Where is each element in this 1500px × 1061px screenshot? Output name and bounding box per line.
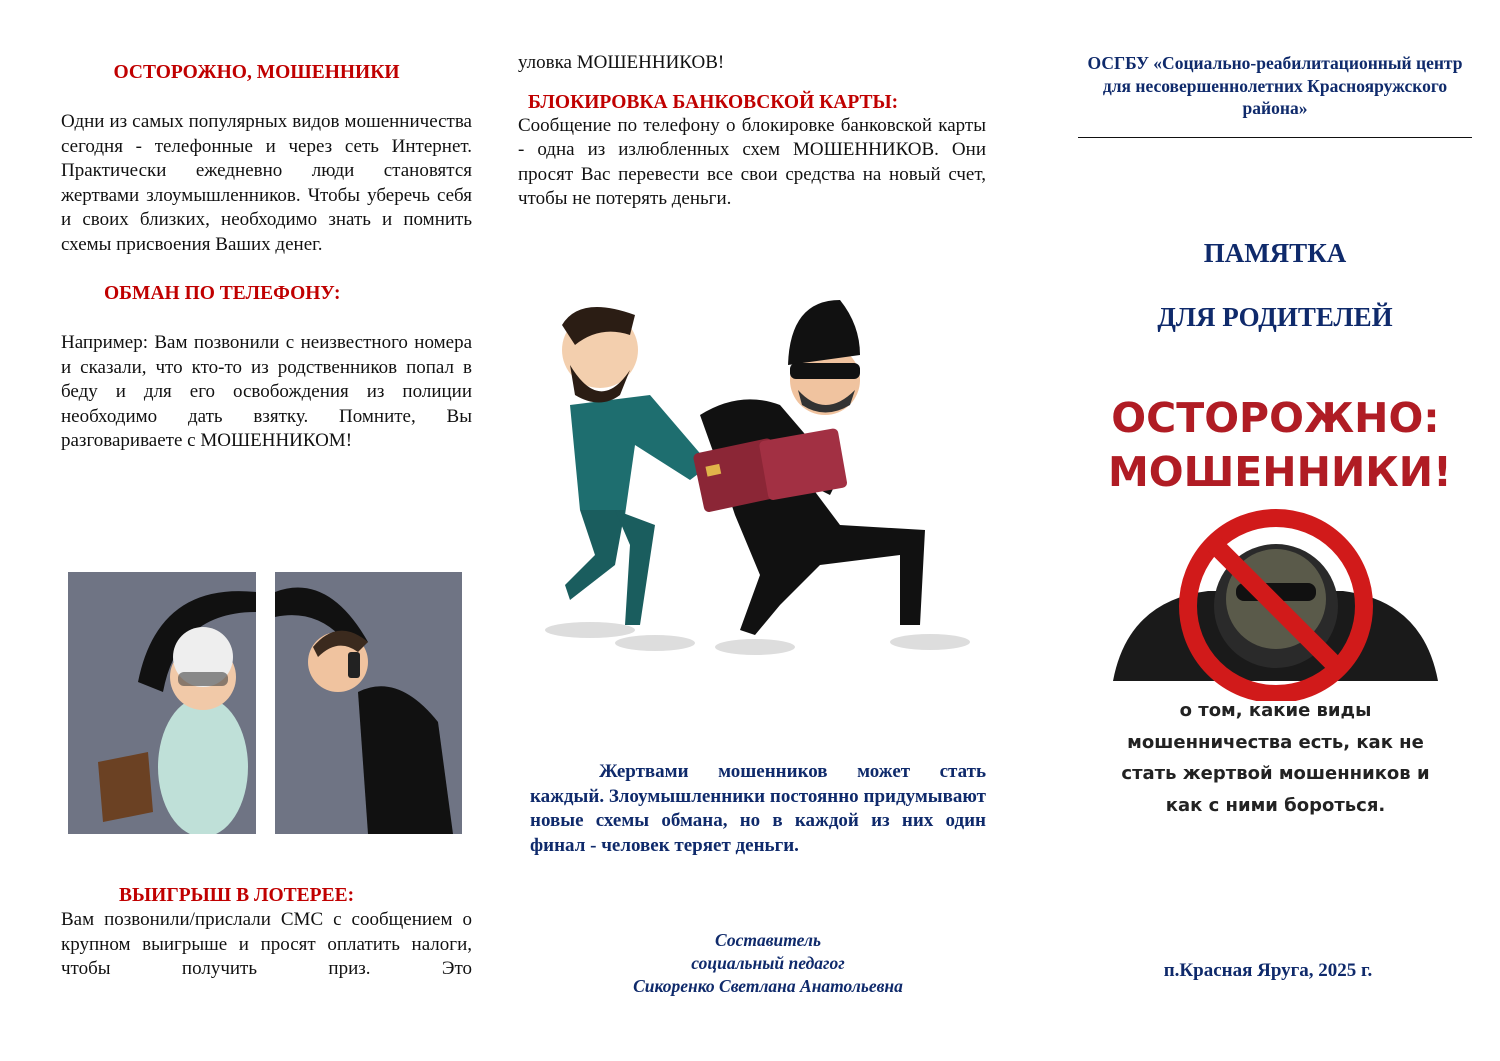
author-label: Составитель: [715, 930, 821, 950]
author-role: социальный педагог: [691, 953, 845, 973]
author-name: Сикоренко Светлана Анатольевна: [633, 976, 903, 996]
main-heading: ОСТОРОЖНО, МОШЕННИКИ: [113, 62, 400, 83]
phone-paragraph: Например: Вам позвонили с неизвестного номера и сказали, что кто-то из родственников попал в беду и для его освобождения из полиции необходимо дать взятку. Помните, Вы разговариваете с МОШЕННИКОМ!: [61, 332, 472, 451]
card-paragraph: Сообщение по телефону о блокировке банковской карты - одна из излюбленных схем МОШЕННИКОВ. Они просят Вас перевести все свои средства на новый счет, чтобы не потерять деньги.: [518, 114, 986, 209]
card-heading: БЛОКИРОВКА БАНКОВСКОЙ КАРТЫ:: [528, 91, 899, 113]
lottery-continued: уловка МОШЕННИКОВ!: [518, 52, 725, 73]
column-left-bottom: [61, 885, 472, 982]
column-middle-bottom: [530, 760, 986, 858]
intro-paragraph: Одни из самых популярных видов мошенничества сегодня - телефонные и через сеть Интернет. Практически ежедневно люди становятся жертвами злоумышленников. Чтобы уберечь себя и своих близких, необходимо знать и помнить схемы присвоения Ваших денег.: [61, 111, 472, 255]
divider-line: [1078, 137, 1472, 138]
poster-line-2: МОШЕННИКИ!: [1108, 448, 1452, 496]
poster-caption: о том, какие виды мошенничества есть, как не стать жертвой мошенников и как с ними бороться.: [1121, 700, 1430, 816]
column-right: [1075, 52, 1475, 333]
warning-poster: [1108, 388, 1452, 848]
poster-line-1: ОСТОРОЖНО:: [1111, 394, 1440, 442]
author-block: [530, 929, 1006, 998]
column-middle: [518, 51, 986, 212]
card-theft-illustration: [540, 295, 975, 655]
column-left: [61, 60, 472, 454]
prohibition-sign-icon: [1108, 491, 1443, 701]
title-line-1: ПАМЯТКА: [1203, 237, 1347, 268]
footer-place-year: п.Красная Яруга, 2025 г.: [1163, 960, 1373, 981]
title-line-2: ДЛЯ РОДИТЕЛЕЙ: [1157, 301, 1393, 332]
phone-heading: ОБМАН ПО ТЕЛЕФОНУ:: [104, 283, 341, 304]
phone-scam-illustration: [68, 572, 462, 834]
organization-name: ОСГБУ «Социально-реабилитационный центр для несовершеннолетних Краснояружского района»: [1087, 53, 1463, 118]
lottery-heading: ВЫИГРЫШ В ЛОТЕРЕЕ:: [119, 885, 355, 906]
lottery-paragraph: Вам позвонили/прислали СМС с сообщением о крупном выигрыше и просят оплатить налоги, чтобы получить приз. Это: [61, 909, 472, 979]
warning-paragraph: Жертвами мошенников может стать каждый. Злоумышленники постоянно придумывают новые схемы обмана, но в каждой из них один финал - человек теряет деньги.: [530, 761, 986, 856]
